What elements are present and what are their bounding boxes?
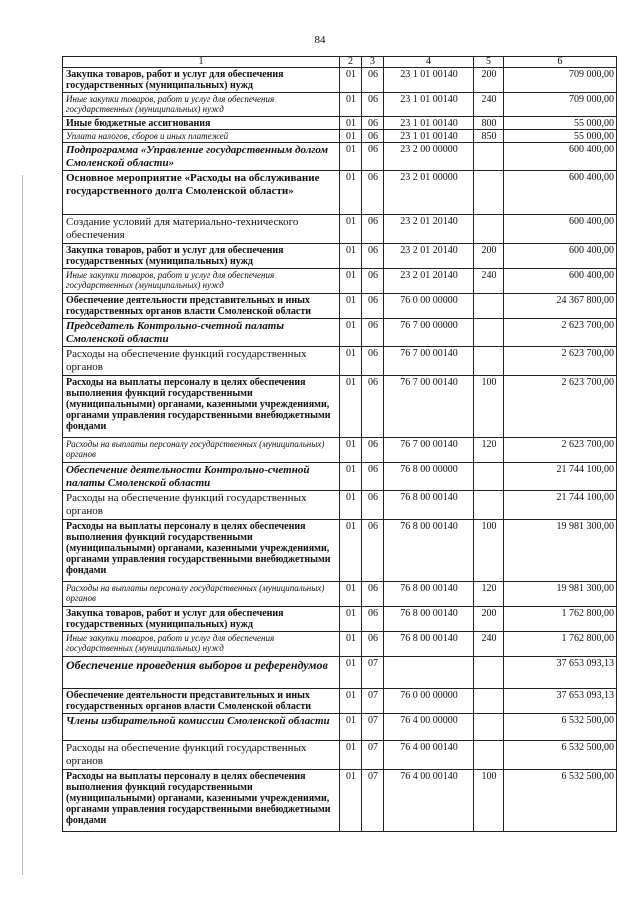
row-target-article: 76 8 00 00140: [384, 491, 474, 520]
row-amount: 600 400,00: [504, 143, 617, 171]
row-target-article: [384, 657, 474, 689]
row-section: 01: [340, 632, 362, 657]
table-row: [63, 347, 617, 376]
row-section: 01: [340, 438, 362, 463]
row-amount: 709 000,00: [504, 93, 617, 117]
table-row: [63, 143, 617, 171]
row-target-article: 23 1 01 00140: [384, 130, 474, 143]
table-row: [63, 689, 617, 714]
row-amount: 6 532 500,00: [504, 714, 617, 741]
row-section: 01: [340, 347, 362, 376]
row-amount: 1 762 800,00: [504, 607, 617, 632]
row-subsection: 06: [362, 347, 384, 376]
table-row: [63, 294, 617, 319]
header-col-1: 1: [63, 57, 340, 68]
row-target-article: 76 4 00 00140: [384, 741, 474, 770]
row-section: 01: [340, 130, 362, 143]
row-name: Расходы на обеспечение функций государственных органов: [63, 741, 340, 770]
row-section: 01: [340, 244, 362, 269]
row-subsection: 06: [362, 117, 384, 130]
row-section: 01: [340, 582, 362, 607]
row-amount: 24 367 800,00: [504, 294, 617, 319]
row-section: 01: [340, 143, 362, 171]
header-col-4: 4: [384, 57, 474, 68]
row-amount: 2 623 700,00: [504, 347, 617, 376]
row-expense-type: 100: [474, 520, 504, 582]
header-col-2: 2: [340, 57, 362, 68]
row-expense-type: 100: [474, 376, 504, 438]
row-subsection: 06: [362, 294, 384, 319]
row-target-article: 23 2 01 00000: [384, 171, 474, 215]
row-expense-type: 120: [474, 438, 504, 463]
row-expense-type: [474, 215, 504, 244]
row-subsection: 06: [362, 607, 384, 632]
row-amount: 55 000,00: [504, 117, 617, 130]
row-section: 01: [340, 520, 362, 582]
row-amount: 600 400,00: [504, 269, 617, 294]
row-expense-type: [474, 657, 504, 689]
row-amount: 19 981 300,00: [504, 582, 617, 607]
table-row: [63, 244, 617, 269]
header-col-5: 5: [474, 57, 504, 68]
table-row: [63, 632, 617, 657]
row-amount: 21 744 100,00: [504, 463, 617, 491]
row-amount: 21 744 100,00: [504, 491, 617, 520]
table-row: [63, 491, 617, 520]
table-row: [63, 68, 617, 93]
row-target-article: 76 4 00 00140: [384, 770, 474, 832]
row-expense-type: 800: [474, 117, 504, 130]
row-name: Закупка товаров, работ и услуг для обеспечения государственных (муниципальных) нужд: [63, 607, 340, 632]
row-subsection: 07: [362, 714, 384, 741]
table-header-row: [63, 57, 617, 68]
table-row: [63, 520, 617, 582]
row-name: Подпрограмма «Управление государственным долгом Смоленской области»: [63, 143, 340, 171]
table-row: [63, 93, 617, 117]
table-row: [63, 117, 617, 130]
row-amount: 2 623 700,00: [504, 319, 617, 347]
row-subsection: 06: [362, 632, 384, 657]
row-section: 01: [340, 714, 362, 741]
row-subsection: 06: [362, 491, 384, 520]
row-target-article: 76 7 00 00000: [384, 319, 474, 347]
row-target-article: 23 2 01 20140: [384, 215, 474, 244]
row-subsection: 06: [362, 215, 384, 244]
row-name: Расходы на выплаты персоналу в целях обеспечения выполнения функций государственными (муниципальными) органами, казенными учреждениями, органами управления государственными внебюджетными фондами: [63, 520, 340, 582]
table-row: [63, 269, 617, 294]
row-name: Обеспечение деятельности Контрольно-счетной палаты Смоленской области: [63, 463, 340, 491]
row-expense-type: [474, 143, 504, 171]
row-subsection: 06: [362, 319, 384, 347]
row-expense-type: [474, 714, 504, 741]
row-target-article: 23 2 01 20140: [384, 269, 474, 294]
row-name: Обеспечение деятельности представительных и иных государственных органов власти Смоленской области: [63, 294, 340, 319]
row-target-article: 76 8 00 00140: [384, 632, 474, 657]
row-section: 01: [340, 689, 362, 714]
row-expense-type: [474, 347, 504, 376]
row-target-article: 23 2 00 00000: [384, 143, 474, 171]
row-section: 01: [340, 215, 362, 244]
table-body: [63, 68, 617, 832]
row-name: Закупка товаров, работ и услуг для обеспечения государственных (муниципальных) нужд: [63, 68, 340, 93]
table-row: [63, 463, 617, 491]
row-target-article: 76 7 00 00140: [384, 438, 474, 463]
row-expense-type: [474, 491, 504, 520]
row-expense-type: [474, 463, 504, 491]
row-subsection: 06: [362, 68, 384, 93]
row-section: 01: [340, 294, 362, 319]
row-subsection: 06: [362, 171, 384, 215]
row-name: Председатель Контрольно-счетной палаты Смоленской области: [63, 319, 340, 347]
table-row: [63, 319, 617, 347]
row-amount: 2 623 700,00: [504, 438, 617, 463]
row-section: 01: [340, 657, 362, 689]
row-amount: 2 623 700,00: [504, 376, 617, 438]
row-expense-type: 240: [474, 93, 504, 117]
row-target-article: 76 4 00 00000: [384, 714, 474, 741]
table-row: [63, 607, 617, 632]
row-section: 01: [340, 607, 362, 632]
row-amount: 709 000,00: [504, 68, 617, 93]
row-target-article: 23 1 01 00140: [384, 117, 474, 130]
table-row: [63, 657, 617, 689]
row-subsection: 06: [362, 269, 384, 294]
page-number: 84: [314, 34, 326, 46]
row-section: 01: [340, 68, 362, 93]
row-subsection: 06: [362, 244, 384, 269]
row-subsection: 07: [362, 657, 384, 689]
row-expense-type: 240: [474, 632, 504, 657]
row-expense-type: 200: [474, 607, 504, 632]
row-section: 01: [340, 319, 362, 347]
row-target-article: 76 0 00 00000: [384, 689, 474, 714]
row-subsection: 07: [362, 689, 384, 714]
header-col-3: 3: [362, 57, 384, 68]
row-name: Расходы на выплаты персоналу государственных (муниципальных) органов: [63, 438, 340, 463]
row-expense-type: [474, 294, 504, 319]
row-subsection: 06: [362, 93, 384, 117]
row-target-article: 76 8 00 00140: [384, 607, 474, 632]
table-row: [63, 171, 617, 215]
row-section: 01: [340, 741, 362, 770]
row-name: Закупка товаров, работ и услуг для обеспечения государственных (муниципальных) нужд: [63, 244, 340, 269]
row-name: Расходы на выплаты персоналу в целях обеспечения выполнения функций государственными (муниципальными) органами, казенными учреждениями, органами управления государственными внебюджетными фондами: [63, 376, 340, 438]
row-expense-type: 120: [474, 582, 504, 607]
row-expense-type: [474, 319, 504, 347]
row-name: Обеспечение проведения выборов и референдумов: [63, 657, 340, 689]
row-name: Иные бюджетные ассигнования: [63, 117, 340, 130]
row-name: Расходы на обеспечение функций государственных органов: [63, 347, 340, 376]
row-name: Иные закупки товаров, работ и услуг для обеспечения государственных (муниципальных) нужд: [63, 269, 340, 294]
row-subsection: 07: [362, 741, 384, 770]
table-row: [63, 215, 617, 244]
row-expense-type: 240: [474, 269, 504, 294]
row-target-article: 76 8 00 00000: [384, 463, 474, 491]
row-name: Члены избирательной комиссии Смоленской области: [63, 714, 340, 741]
row-target-article: 76 7 00 00140: [384, 347, 474, 376]
row-target-article: 76 7 00 00140: [384, 376, 474, 438]
row-amount: 55 000,00: [504, 130, 617, 143]
row-section: 01: [340, 770, 362, 832]
row-name: Расходы на обеспечение функций государственных органов: [63, 491, 340, 520]
row-amount: 6 532 500,00: [504, 741, 617, 770]
row-name: Основное мероприятие «Расходы на обслуживание государственного долга Смоленской области»: [63, 171, 340, 215]
table-row: [63, 741, 617, 770]
row-subsection: 06: [362, 143, 384, 171]
row-subsection: 06: [362, 582, 384, 607]
row-target-article: 76 0 00 00000: [384, 294, 474, 319]
row-section: 01: [340, 463, 362, 491]
header-col-6: 6: [504, 57, 617, 68]
binding-margin-line: [22, 175, 23, 875]
row-name: Создание условий для материально-технического обеспечения: [63, 215, 340, 244]
table-row: [63, 770, 617, 832]
row-section: 01: [340, 171, 362, 215]
row-amount: 37 653 093,13: [504, 689, 617, 714]
row-subsection: 06: [362, 520, 384, 582]
row-name: Обеспечение деятельности представительных и иных государственных органов власти Смоленской области: [63, 689, 340, 714]
row-subsection: 06: [362, 130, 384, 143]
row-amount: 600 400,00: [504, 215, 617, 244]
row-subsection: 07: [362, 770, 384, 832]
row-amount: 600 400,00: [504, 171, 617, 215]
row-expense-type: 200: [474, 68, 504, 93]
row-name: Иные закупки товаров, работ и услуг для обеспечения государственных (муниципальных) нужд: [63, 93, 340, 117]
row-name: Расходы на выплаты персоналу государственных (муниципальных) органов: [63, 582, 340, 607]
row-section: 01: [340, 376, 362, 438]
row-amount: 6 532 500,00: [504, 770, 617, 832]
row-section: 01: [340, 93, 362, 117]
table-row: [63, 714, 617, 741]
row-amount: 37 653 093,13: [504, 657, 617, 689]
row-expense-type: [474, 741, 504, 770]
row-target-article: 23 2 01 20140: [384, 244, 474, 269]
row-target-article: 23 1 01 00140: [384, 68, 474, 93]
table-row: [63, 438, 617, 463]
row-amount: 19 981 300,00: [504, 520, 617, 582]
row-name: Иные закупки товаров, работ и услуг для обеспечения государственных (муниципальных) нужд: [63, 632, 340, 657]
table-row: [63, 130, 617, 143]
row-subsection: 06: [362, 463, 384, 491]
row-section: 01: [340, 269, 362, 294]
row-section: 01: [340, 491, 362, 520]
row-amount: 1 762 800,00: [504, 632, 617, 657]
row-expense-type: 100: [474, 770, 504, 832]
row-name: Расходы на выплаты персоналу в целях обеспечения выполнения функций государственными (муниципальными) органами, казенными учреждениями, органами управления государственными внебюджетными фондами: [63, 770, 340, 832]
table-row: [63, 582, 617, 607]
row-expense-type: 200: [474, 244, 504, 269]
row-expense-type: 850: [474, 130, 504, 143]
row-section: 01: [340, 117, 362, 130]
row-target-article: 76 8 00 00140: [384, 582, 474, 607]
row-amount: 600 400,00: [504, 244, 617, 269]
budget-table: [62, 56, 617, 832]
row-target-article: 23 1 01 00140: [384, 93, 474, 117]
table-row: [63, 376, 617, 438]
row-subsection: 06: [362, 438, 384, 463]
row-expense-type: [474, 171, 504, 215]
row-name: Уплата налогов, сборов и иных платежей: [63, 130, 340, 143]
row-subsection: 06: [362, 376, 384, 438]
row-expense-type: [474, 689, 504, 714]
row-target-article: 76 8 00 00140: [384, 520, 474, 582]
